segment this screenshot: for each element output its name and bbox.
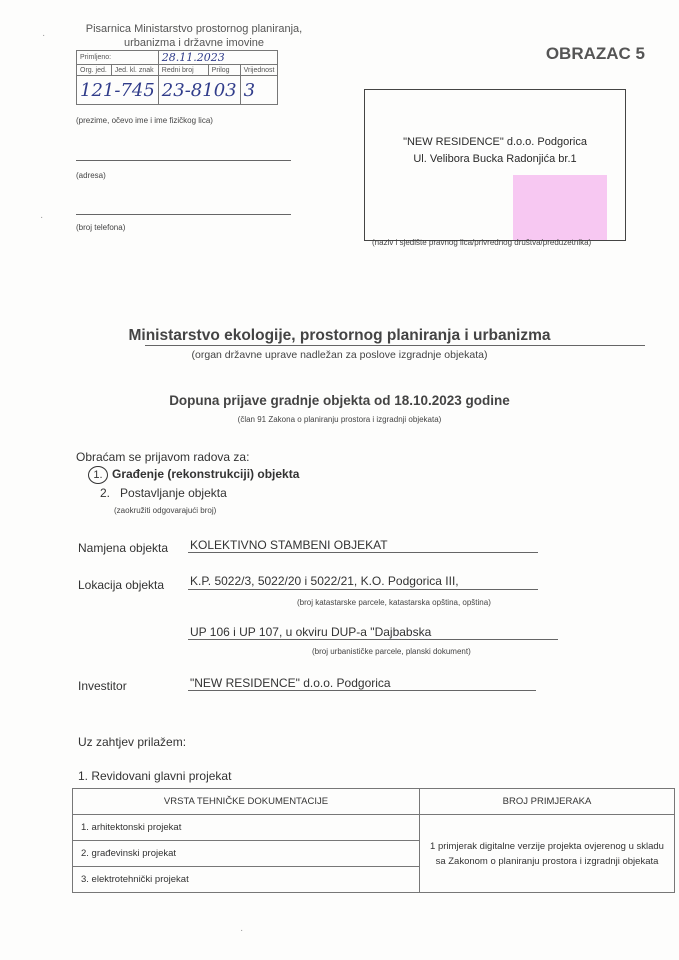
works-hint: (zaokružiti odgovarajući broj) [114,506,217,515]
table-row-1: 1. arhitektonski projekat [73,815,420,841]
plan-hint: (broj urbanističke parcele, planski dokument) [312,647,471,656]
registry-stamp [76,50,278,105]
registry-stamp-title [74,22,314,50]
authority-title: Ministarstvo ekologije, prostornog planiranja i urbanizma [128,327,551,344]
works-option-2-label: Postavljanje objekta [120,486,227,500]
attachments-intro: Uz zahtjev prilažem: [78,735,187,749]
authority-subtitle: (organ državne uprave nadležan za poslove izgradnje objekata) [191,349,488,361]
legal-entity-hint: (naziv i sjedište pravnog lica/privrednog društva/preduzetnika) [372,238,592,247]
selected-option-circle: 1. [88,466,108,484]
stamp-received-date: 28.11.2023 [158,51,278,65]
applicant-name-hint: (prezime, očevo ime i ime fizičkog lica) [76,116,213,125]
attachments-section: 1. Revidovani glavni projekat [78,769,232,783]
table-row-3: 3. elektrotehnički projekat [73,867,420,893]
purpose-line [188,552,538,553]
location-label: Lokacija objekta [78,578,165,592]
stamp-col-attach: Prilog [208,65,240,76]
stamp-col-class: Jed. kl. znak [111,65,158,76]
scan-speck: · [42,30,46,41]
scan-speck: · [40,212,44,223]
stamp-title-line2: urbanizma i državne imovine [123,37,264,49]
location-hint: (broj katastarske parcele, katastarska opština, opština) [297,598,491,607]
works-option-1-label: Građenje (rekonstrukciji) objekta [112,467,300,481]
document-subheading: (član 91 Zakona o planiranju prostora i izgradnji objekata) [237,415,442,424]
table-header-type: VRSTA TEHNIČKE DOKUMENTACIJE [73,789,420,815]
table-row [73,815,675,841]
redaction-marker [513,175,607,240]
works-option-2-num: 2. [100,486,111,500]
applicant-address-hint: (adresa) [76,171,106,180]
works-intro: Obraćam se prijavom radova za: [76,450,250,464]
stamp-col-number: Redni broj [158,65,208,76]
legal-entity-address: Ul. Velibora Bucka Radonjića br.1 [413,153,577,165]
works-option-1[interactable] [88,466,299,484]
stamp-title-line1: Pisarnica Ministarstvo prostornog planiranja, [85,23,303,35]
phone-line[interactable] [76,214,291,215]
document-heading: Dopuna prijave gradnje objekta od 18.10.2023 godine [169,393,510,408]
stamp-received-label: Primljeno: [77,51,159,65]
location-line [188,589,538,590]
plan-line [188,639,558,640]
table-row-2: 2. građevinski projekat [73,841,420,867]
location-value: K.P. 5022/3, 5022/20 i 5022/21, K.O. Podgorica III, [190,574,459,588]
plan-value: UP 106 i UP 107, u okviru DUP-a "Dajbabska [190,625,432,639]
stamp-hand-org: 121-745 [77,76,159,105]
purpose-value: KOLEKTIVNO STAMBENI OBJEKAT [190,538,388,552]
table-copies-cell [420,815,675,893]
applicant-phone-hint: (broj telefona) [76,223,126,232]
purpose-label: Namjena objekta [78,541,169,555]
copies-line1: 1 primjerak digitalne verzije projekta ovjerenog u skladu [430,840,664,852]
table-header-copies: BROJ PRIMJERAKA [420,789,675,815]
address-line[interactable] [76,160,291,161]
authority-underline [145,345,645,346]
documentation-table [72,788,675,893]
stamp-hand-number: 23-8103 [158,76,240,105]
scan-speck: · [240,925,244,936]
stamp-col-org: Org. jed. [77,65,112,76]
investor-label: Investitor [78,679,127,693]
legal-entity-name: "NEW RESIDENCE" d.o.o. Podgorica [403,136,587,148]
investor-line [188,690,536,691]
copies-line2: sa Zakonom o planiranju prostora i izgradnji objekata [435,855,659,867]
investor-value: "NEW RESIDENCE" d.o.o. Podgorica [190,676,391,690]
stamp-hand-value: 3 [240,76,278,105]
stamp-col-value: Vrijednost [240,65,278,76]
form-code: OBRAZAC 5 [545,44,645,63]
works-option-2[interactable] [100,486,227,500]
